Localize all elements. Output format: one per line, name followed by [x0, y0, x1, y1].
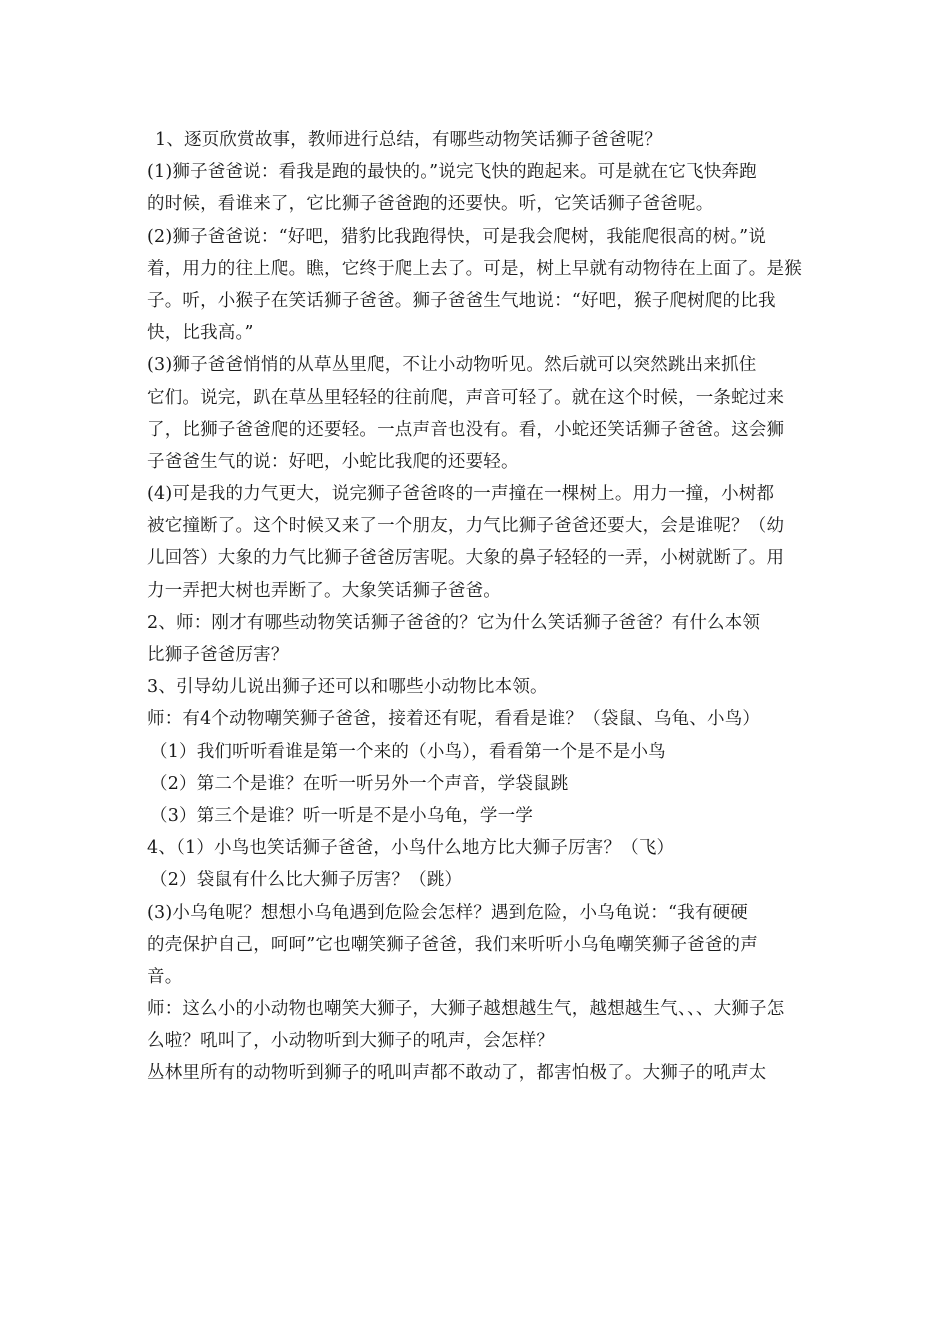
text-line: 它们。说完，趴在草丛里轻轻的往前爬，声音可轻了。就在这个时候，一条蛇过来: [147, 387, 785, 408]
text-line: （2）第二个是谁？在听一听另外一个声音，学袋鼠跳: [150, 773, 569, 794]
text-line: (4)可是我的力气更大，说完狮子爸爸咚的一声撞在一棵树上。用力一撞，小树都: [147, 484, 775, 505]
text-line: 子。听，小猴子在笑话狮子爸爸。狮子爸爸生气地说：“好吧，猴子爬树爬的比我: [147, 290, 776, 311]
text-line: （2）袋鼠有什么比大狮子厉害？（跳）: [150, 870, 463, 891]
document-body: [147, 124, 812, 1090]
text-line: 3、引导幼儿说出狮子还可以和哪些小动物比本领。: [147, 677, 548, 698]
text-line: 师：有4个动物嘲笑狮子爸爸，接着还有呢，看看是谁？（袋鼠、乌龟、小鸟）: [147, 709, 761, 730]
text-line: 丛林里所有的动物听到狮子的吼叫声都不敢动了，都害怕极了。大狮子的吼声太: [147, 1063, 767, 1084]
text-line: 1、逐页欣赏故事，教师进行总结，有哪些动物笑话狮子爸爸呢？: [155, 130, 662, 150]
text-line: 力一弄把大树也弄断了。大象笑话狮子爸爸。: [147, 580, 501, 601]
text-line: 了，比狮子爸爸爬的还要轻。一点声音也没有。看，小蛇还笑话狮子爸爸。这会狮: [147, 419, 785, 440]
text-line: （3）第三个是谁？听一听是不是小乌龟，学一学: [150, 805, 534, 826]
text-line: （1）我们听听看谁是第一个来的（小鸟），看看第一个是不是小鸟: [150, 741, 666, 762]
text-line: 比狮子爸爸厉害？: [147, 645, 289, 665]
text-line: 子爸爸生气的说：好吧，小蛇比我爬的还要轻。: [147, 451, 519, 472]
text-line: 师：这么小的小动物也嘲笑大狮子，大狮子越想越生气，越想越生气、、、大狮子怎: [147, 999, 785, 1020]
text-line: 4、（1）小鸟也笑话狮子爸爸，小鸟什么地方比大狮子厉害？（飞）: [147, 838, 675, 859]
text-line: 么啦？吼叫了，小动物听到大狮子的吼声，会怎样？: [147, 1031, 555, 1052]
text-line: 着，用力的往上爬。瞧，它终于爬上去了。可是，树上早就有动物待在上面了。是猴: [147, 258, 802, 279]
text-line: 2、师：刚才有哪些动物笑话狮子爸爸的？它为什么笑话狮子爸爸？有什么本领: [147, 612, 761, 633]
text-line: 被它撞断了。这个时候又来了一个朋友，力气比狮子爸爸还要大，会是谁呢？（幼: [147, 516, 785, 537]
text-line: 的时候，看谁来了，它比狮子爸爸跑的还要快。听，它笑话狮子爸爸呢。: [147, 194, 714, 215]
text-line: (1)狮子爸爸说：看我是跑的最快的。”说完飞快的跑起来。可是就在它飞快奔跑: [147, 162, 757, 183]
text-line: 的壳保护自己，呵呵”它也嘲笑狮子爸爸，我们来听听小乌龟嘲笑狮子爸爸的声: [147, 934, 758, 955]
text-line: 音。: [147, 966, 183, 987]
text-line: (2)狮子爸爸说：“好吧，猎豹比我跑得快，可是我会爬树，我能爬很高的树。”说: [147, 226, 767, 247]
text-line: 儿回答）大象的力气比狮子爸爸厉害呢。大象的鼻子轻轻的一弄，小树就断了。用: [147, 548, 785, 569]
text-line: 快，比我高。”: [147, 323, 254, 344]
text-line: (3)狮子爸爸悄悄的从草丛里爬，不让小动物听见。然后就可以突然跳出来抓住: [147, 355, 757, 376]
text-line: (3)小乌龟呢？想想小乌龟遇到危险会怎样？遇到危险，小乌龟说：“我有硬硬: [147, 902, 748, 923]
